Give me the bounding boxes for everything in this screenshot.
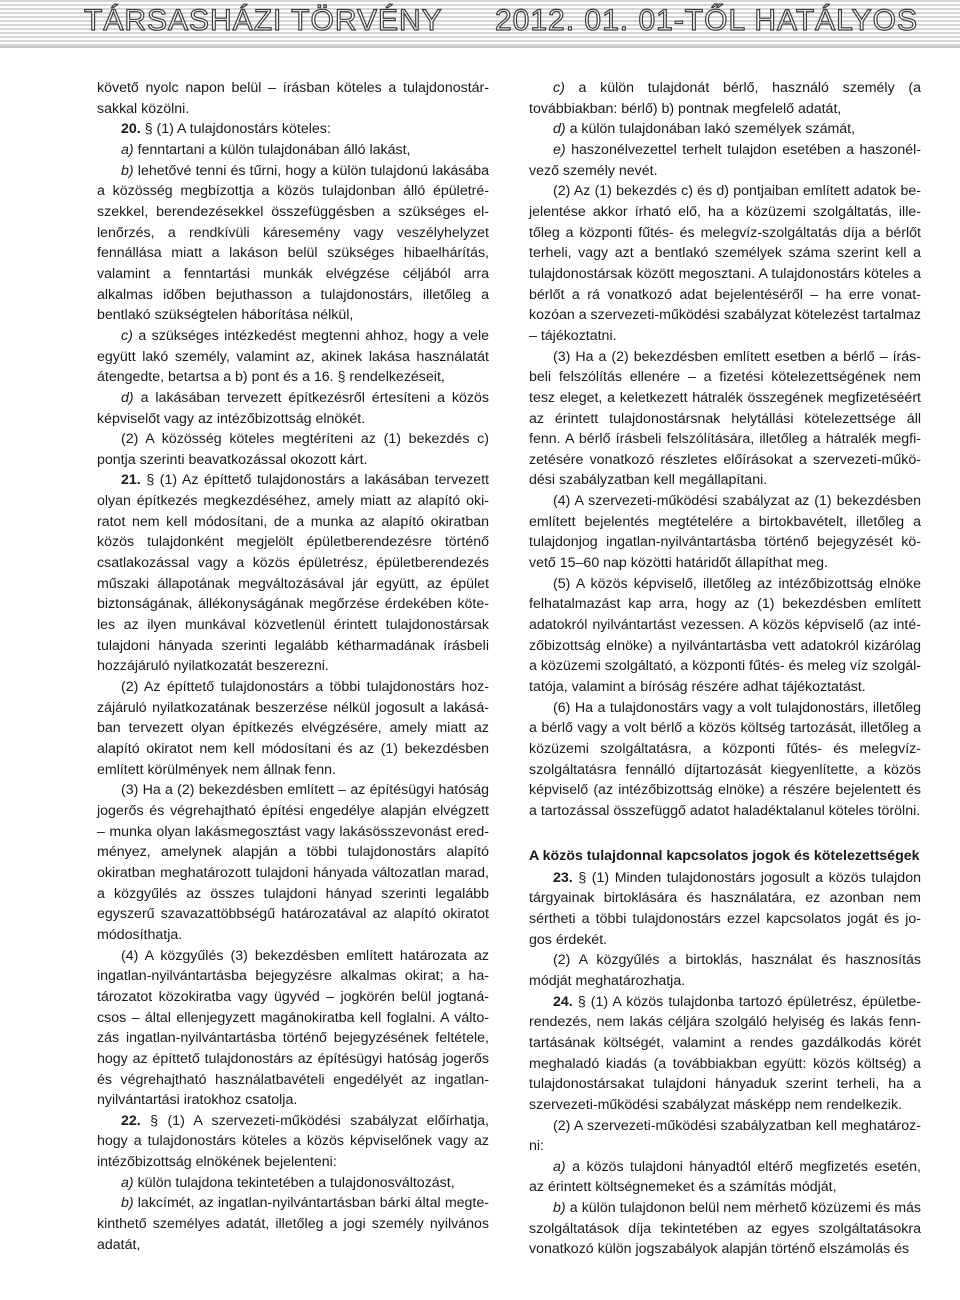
- paragraph-text: (2) A szervezeti-működési szabályzatban kell meghatározni:: [529, 1117, 921, 1155]
- paragraph: [529, 698, 921, 822]
- section-paragraph: [97, 470, 489, 677]
- item-text: külön tulajdona tekintetében a tulajdonosváltozást,: [137, 1174, 455, 1191]
- header-title: TÁRSASHÁZI TÖRVÉNY: [84, 4, 443, 37]
- paragraph: [529, 574, 921, 698]
- paragraph: [529, 347, 921, 492]
- item-label: d): [121, 389, 134, 406]
- paragraph-text: (2) A közgyűlés a birtoklás, használat és hasznosítás módját meghatározhatja.: [529, 952, 921, 989]
- item-label: a): [121, 141, 134, 158]
- item-label: e): [553, 141, 566, 158]
- section-paragraph: [97, 1111, 489, 1173]
- item-label: a): [553, 1158, 566, 1175]
- header-effective-date: 2012. 01. 01-TŐL HATÁLYOS: [495, 4, 918, 37]
- paragraph: [529, 181, 921, 346]
- list-item: [97, 1173, 489, 1194]
- paragraph-text: (3) Ha a (2) bekezdésben említett – az építésügyi hatóság jogerős és végrehajtható építési engedélye alapján elvégzett – munka olyan lakásmegosztást vagy lakásösszevonást eredményez, amelynek alapján a többi tulajdonostárs alapító okiratban meghatározott tulajdoni hányada változatlan marad, a közgyűlés az összes tulajdoni hányad szerinti legalább egyszerű szavazattöbbségű határozatával az alapító okiratot módosíthatja.: [97, 782, 489, 943]
- paragraph: [97, 780, 489, 945]
- item-text: a lakásában tervezett építkezésről értesíteni a közös képviselőt vagy az intézőbizottság elnökét.: [97, 389, 489, 427]
- section-number: 24.: [553, 993, 573, 1010]
- list-item: [529, 1198, 921, 1260]
- paragraph-continuation: [97, 78, 489, 119]
- list-item: [97, 388, 489, 429]
- list-item: [529, 78, 921, 119]
- item-text: haszonélvezettel terhelt tulajdon esetében a haszonélvező személy nevét.: [529, 141, 921, 179]
- section-number: 23.: [553, 869, 573, 886]
- item-text: a szükséges intézkedést megtenni ahhoz, hogy a vele együtt lakó személy, valamint az, akinek lakása használatát átengedte, betartsa a b) pont és a 16. § rendelkezéseit,: [97, 327, 489, 386]
- paragraph-text: (5) A közös képviselő, illetőleg az intézőbizottság elnöke felhatalmazást kap arra, hogy az (1) bekezdésben említett adatokról nyilvántartást vezessen. A közös képviselő (az intézőbizottság elnöke) a nyilvántartásba vett adatokról kizárólag a közüzemi szolgáltató, a központi fűtés- és meleg víz szolgáltatója, valamint a bíróság részére adhat tájékoztatást.: [529, 575, 921, 696]
- item-text: lehetővé tenni és tűrni, hogy a külön tulajdonú lakásába a közösség megbízottja a közös tulajdonban álló épületrészekkel, berendezésekkel összefüggésben a szükséges ellenőrzés, a rendkívüli káresemény vagy veszélyhelyzet fennállása miatt a lakáson belül szükséges hibaelhárítás, valamint a fenntartási munkák elvégzése céljából arra alkalmas időben bejuthasson a tulajdonostárs, illetőleg a bentlakó szükségtelen háborítása nélkül,: [97, 162, 489, 324]
- list-item: [97, 140, 489, 161]
- paragraph: [97, 677, 489, 780]
- paragraph-text: (4) A közgyűlés (3) bekezdésben említett határozata az ingatlan-nyilvántartásba bejegyzésre alkalmas okirat; a határozatot közokiratba vagy ügyvéd – jogkörén belül jogtanácsos – által ellenjegyzett magánokiratba kell foglalni. A változás ingatlan-nyilvántartásba történő bejegyzésének feltétele, hogy az építtető tulajdonostárs az építésügyi hatóság jogerős és végrehajtható használatbavételi engedélyét az ingatlannyilvántartási iratokhoz csatolja.: [97, 947, 489, 1109]
- section-paragraph: [97, 119, 489, 140]
- section-paragraph: [529, 992, 921, 1116]
- header-rule: [0, 46, 960, 48]
- paragraph-text: § (1) A szervezeti-működési szabályzat előírhatja, hogy a tulajdonostárs köteles a közös képviselőnek vagy az intézőbizottság elnökének bejelenteni:: [97, 1112, 489, 1171]
- item-label: d): [553, 121, 566, 138]
- list-item: [97, 161, 489, 326]
- item-label: c): [553, 80, 565, 96]
- section-heading: A közös tulajdonnal kapcsolatos jogok és kötelezettségek: [529, 847, 920, 864]
- page-header: [0, 0, 960, 52]
- right-column: [529, 78, 921, 1260]
- item-label: b): [121, 162, 134, 179]
- paragraph: [529, 950, 921, 991]
- list-item: [529, 140, 921, 181]
- item-text: a közös tulajdoni hányadtól eltérő megfizetés esetén, az érintett költségnemeket és a számítás módját,: [529, 1158, 921, 1196]
- paragraph-text: (4) A szervezeti-működési szabályzat az (1) bekezdésben említett bejelentés megtételére a birtokbavételt, illetőleg a tulajdonjog ingatlan-nyilvántartásba történő bejegyzését követő 15–60 nap közötti határidőt állapíthat meg.: [529, 493, 921, 572]
- paragraph-text: § (1) A közös tulajdonba tartozó épületrész, épületberendezés, nem lakás céljára szolgáló helyiség és lakás fenntartásának költségét, valamint a rendes gazdálkodás körét meghaladó kiadás (a továbbiakban együtt: közös költség) a tulajdonostársakat tulajdoni hányaduk szerint terheli, ha a szervezeti-működési szabályzat másképp nem rendelkezik.: [529, 993, 922, 1113]
- paragraph-text: követő nyolc napon belül – írásban köteles a tulajdonostársakkal közölni.: [97, 80, 489, 117]
- paragraph-text: (3) Ha a (2) bekezdésben említett esetben a bérlő – írásbeli felszólítás ellenére – a fizetési kötelezettségének nem tesz eleget, a keletkezett hátralék összegének megfizetéséért az érintett tulajdonostársnak helytállási kötelezettsége áll fenn. A bérlő írásbeli felszólítására, illetőleg a hátralék megfizetésére vonatkozó részletes előírásokat a szervezeti-működési szabályzatban kell megállapítani.: [529, 348, 921, 489]
- item-text: a külön tulajdonon belül nem mérhető közüzemi és más szolgáltatások díja tekintetében az egyes szolgáltatásokra vonatkozó külön jogszabályok alapján történő elszámolás és: [529, 1200, 921, 1258]
- list-item: [97, 1193, 489, 1255]
- item-label: b): [121, 1195, 134, 1212]
- paragraph: [97, 946, 489, 1111]
- item-label: a): [121, 1174, 134, 1191]
- paragraph-text: § (1) Minden tulajdonostárs jogosult a közös tulajdon tárgyainak birtoklására és használatára, ez azonban nem sértheti a többi tulajdonostárs ezzel kapcsolatos jogát és jogos érdekét.: [529, 869, 921, 948]
- paragraph: [529, 1116, 921, 1157]
- section-number: 21.: [121, 472, 141, 489]
- item-text: a külön tulajdonában lakó személyek számát,: [569, 121, 856, 138]
- item-text: fenntartani a külön tulajdonában álló lakást,: [137, 141, 411, 158]
- paragraph-text: (2) Az építtető tulajdonostárs a többi tulajdonostárs hozzájáruló nyilatkozatának beszerzése nélkül jogosult a lakásában tervezett olyan építkezés elvégzésére, amely miatt az alapító okiratot nem kell módosítani és az (1) bekezdésben említett körülmények nem állnak fenn.: [97, 679, 489, 778]
- item-label: c): [121, 327, 133, 344]
- section-paragraph: [529, 868, 921, 951]
- left-column: [97, 78, 489, 1255]
- paragraph: [529, 491, 921, 574]
- section-number: 22.: [121, 1112, 141, 1129]
- paragraph: [97, 429, 489, 470]
- paragraph-text: (2) Az (1) bekezdés c) és d) pontjaiban említett adatok bejelentése akkor írható elő, ha a közüzemi szolgáltatás, illetőleg a központi fűtés- és melegvíz-szolgáltatás díja a bérlőt terheli, vagy azt a bentlakó személyek száma szerint kell a tulajdonostársak között megosztani. A tulajdonostárs köteles a bérlőt a rá vonatkozó adat bejelentéséről – ha erre vonatkozóan a szervezeti-működési szabályzat kötelezést tartalmaz – tájékoztatni.: [529, 183, 921, 344]
- list-item: [97, 326, 489, 388]
- paragraph-text: (2) A közösség köteles megtéríteni az (1) bekezdés c) pontja szerinti beavatkozással okozott kárt.: [97, 431, 489, 468]
- item-text: a külön tulajdonát bérlő, használó személy (a továbbiakban: bérlő) b) pontnak megfelelő adatát,: [529, 80, 921, 117]
- paragraph-text: § (1) A tulajdonostárs köteles:: [144, 121, 331, 138]
- paragraph-text: § (1) Az építtető tulajdonostárs a lakásában tervezett olyan építkezés megkezdéséhez, amely miatt az alapító okiratot nem kell módosítani, de a munka az alapító okiratban közös tulajdonként megjelölt épületberendezésre történő csatlakozással vagy a közös épületrész, épületberendezés műszaki állapotának megváltozásával jár együtt, az épület biztonságának, állékonyságának megőrzése érdekében köteles az ilyen munkával közvetlenül érintett tulajdonostársak tulajdoni hányada szerinti legalább kétharmadának írásbeli hozzájáruló nyilatkozatát beszerezni.: [97, 472, 489, 675]
- item-label: b): [553, 1200, 566, 1217]
- paragraph-text: (6) Ha a tulajdonostárs vagy a volt tulajdonostárs, illetőleg a bérlő vagy a volt bérlő a közös költség tartozását, illetőleg a közüzemi szolgáltatásra, a központi fűtés- és melegvíz-szolgáltatásra fennálló díjtartozását kiegyenlítette, a közös képviselő (az intézőbizottság elnöke) a részére bejelentett és a tartozással összefüggő adatot haladéktalanul köteles törölni.: [529, 699, 921, 819]
- section-number: 20.: [121, 121, 141, 138]
- list-item: [529, 1157, 921, 1198]
- item-text: lakcímét, az ingatlan-nyilvántartásban bárki által megtekinthető személyes adatát, illetőleg a jogi személy nyilvános adatát,: [97, 1195, 489, 1253]
- list-item: [529, 119, 921, 140]
